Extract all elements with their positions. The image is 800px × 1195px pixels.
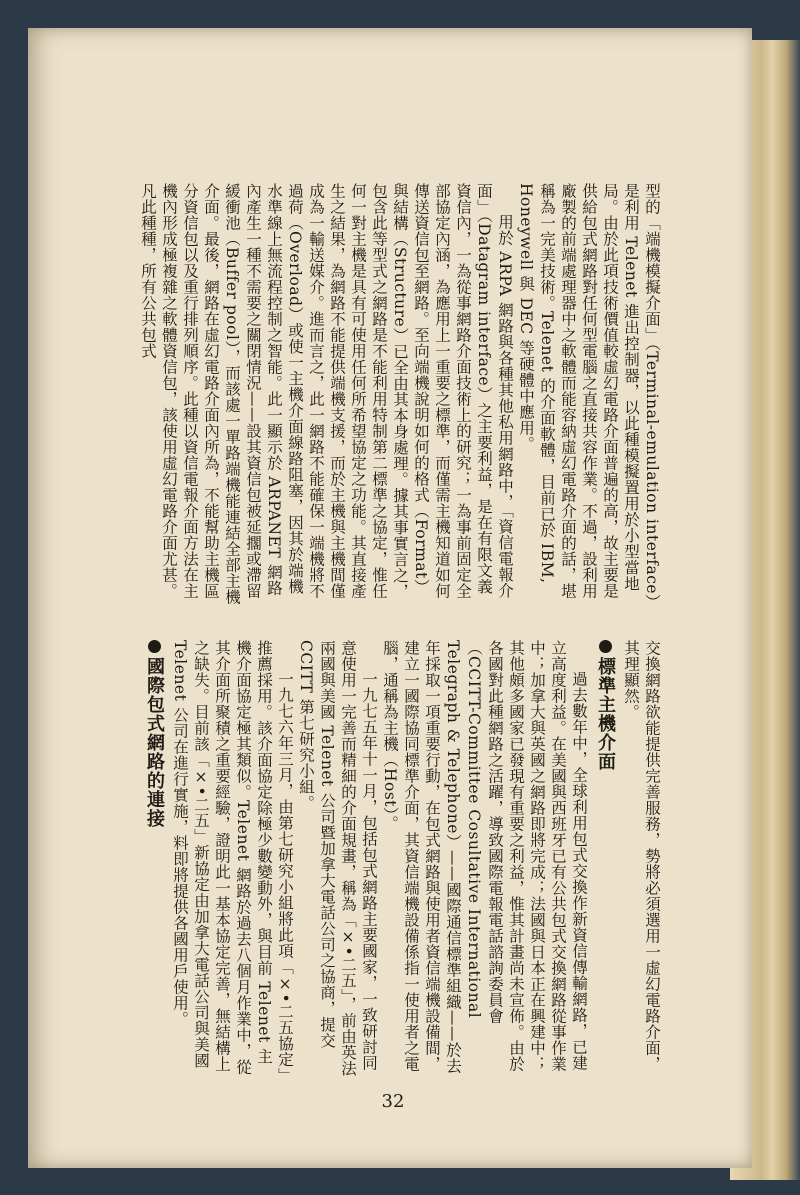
heading-standard-text: 標準主機介面	[595, 657, 616, 771]
heading-international-text: 國際包式網路的連接	[144, 657, 165, 828]
heading-standard-host-interface	[595, 640, 616, 1080]
standard-paragraph-1: 過去數年中，全球利用包式交換作新資信傳輸網路，已建立高度利益。在美國與西班牙已有公共包式交換網路從事作業中；加拿大與英國之網路即將完成；法國與日本正在興建中；其他頗多國家已發現有重要之利益，惟其計畫尚未宣佈。由於各國對此種網路之活躍，導致國際電報電話諮詢委員會（CCITT-Committee Cosultative International Telegraph & Telephone）——國際通信標準組織——於去年採取一項重要行動，在包式網路與使用者資信端機設備間，建立一國際協同標準介面，其資信端機設備係指一使用者之電腦，通稱為主機（Host）。	[381, 640, 588, 1074]
book-page	[28, 28, 752, 1168]
heading-international-connection	[144, 640, 165, 1080]
top-text-column	[102, 183, 662, 608]
standard-paragraph-3: 一九七六年三月，由第七研究小組將此項「×•二五協定」推薦採用。該介面協定除極少數變動外，與目前 Telenet 主機介面協定極其類似。Telenet 網路於過去八個月作業中，從其介面所聚積之重要經驗，證明此一基本協定完善，無結構上之缺失。目前該「×•二五」新協定由加拿大電話公司與美國 Telenet 公司在進行實施，料即將提供各國用戶使用。	[171, 640, 294, 1076]
standard-paragraph-2: 一九七五年十一月，包括包式網路主要國家，一致研討同意使用一完善而精細的介面規畫，稱為「×•二五」，前由英法兩國與美國 Telenet 公司暨加拿大電話公司之協商，提交 CCITT 第七研究小組。	[297, 640, 378, 1077]
top-paragraph-1: 型的「端機模擬介面」（Terminal-emulation interface）是利用 Telenet 進出控制器，以此種模擬置用於小型當地局。由於此項技術價值較虛幻電路介面普遍的高，故主要是供給包式網路對任何型電腦之直接共容作業。不過，設利用廠製的前端處理器中之軟體而能容納虛幻電路介面的話，堪稱為一完美技術。Telenet 的介面軟體，目前已於 IBM, Honeywell 與 DEC 等硬體中應用。	[517, 183, 661, 603]
top-paragraph-2: 用於 ARPA 網路與各種其他私用網路中，「資信電報介面」（Datagram interface）之主要利益，是在有限文義資信內，一為從事網路介面技術上的研究；一為事前固定全部協定內涵，為應用上一重要之標準，而僅需主機知道如何傳送資信包至網路。至向端機說明如何的格式（Format）與結構（Structure）已全由其本身處理。據其事實言之，包含此等型式之網路是不能利用特制第二標準之協定，惟任何一對主機是具有可使用任何所希望協定之功能。其直接產生之結果，為網路不能提供端機支援，而於主機與主機間僅成為一輸送媒介。進而言之，此一網路不能確保一端機將不過荷（Overload）或使一主機介面線路阻塞，因其於端機水準線上無流程控制之智能。此一顯示於 ARPANET 網路內產生一種不需要之關閉情況——設其資信包被延擱或滯留緩衝池（Buffer pool），而該處一單路端機能連結全部主機介面。最後，網路在虛幻電路介面內所為，不能幫助主機區分資信包以及重行排列順序。此種以資信電報介面方法在主機內形成極複雜之軟體資信包，該使用虛幻電路介面尤甚。凡此種種，所有公共包式	[139, 183, 514, 605]
bullet-icon	[599, 640, 612, 653]
bottom-text-column	[102, 640, 662, 1080]
page-number: 32	[381, 1091, 405, 1112]
bullet-icon	[148, 640, 161, 653]
bottom-intro: 交換網路欲能提供完善服務，勢將必須選用一虛幻電路介面，其理顯然。	[622, 640, 661, 1072]
